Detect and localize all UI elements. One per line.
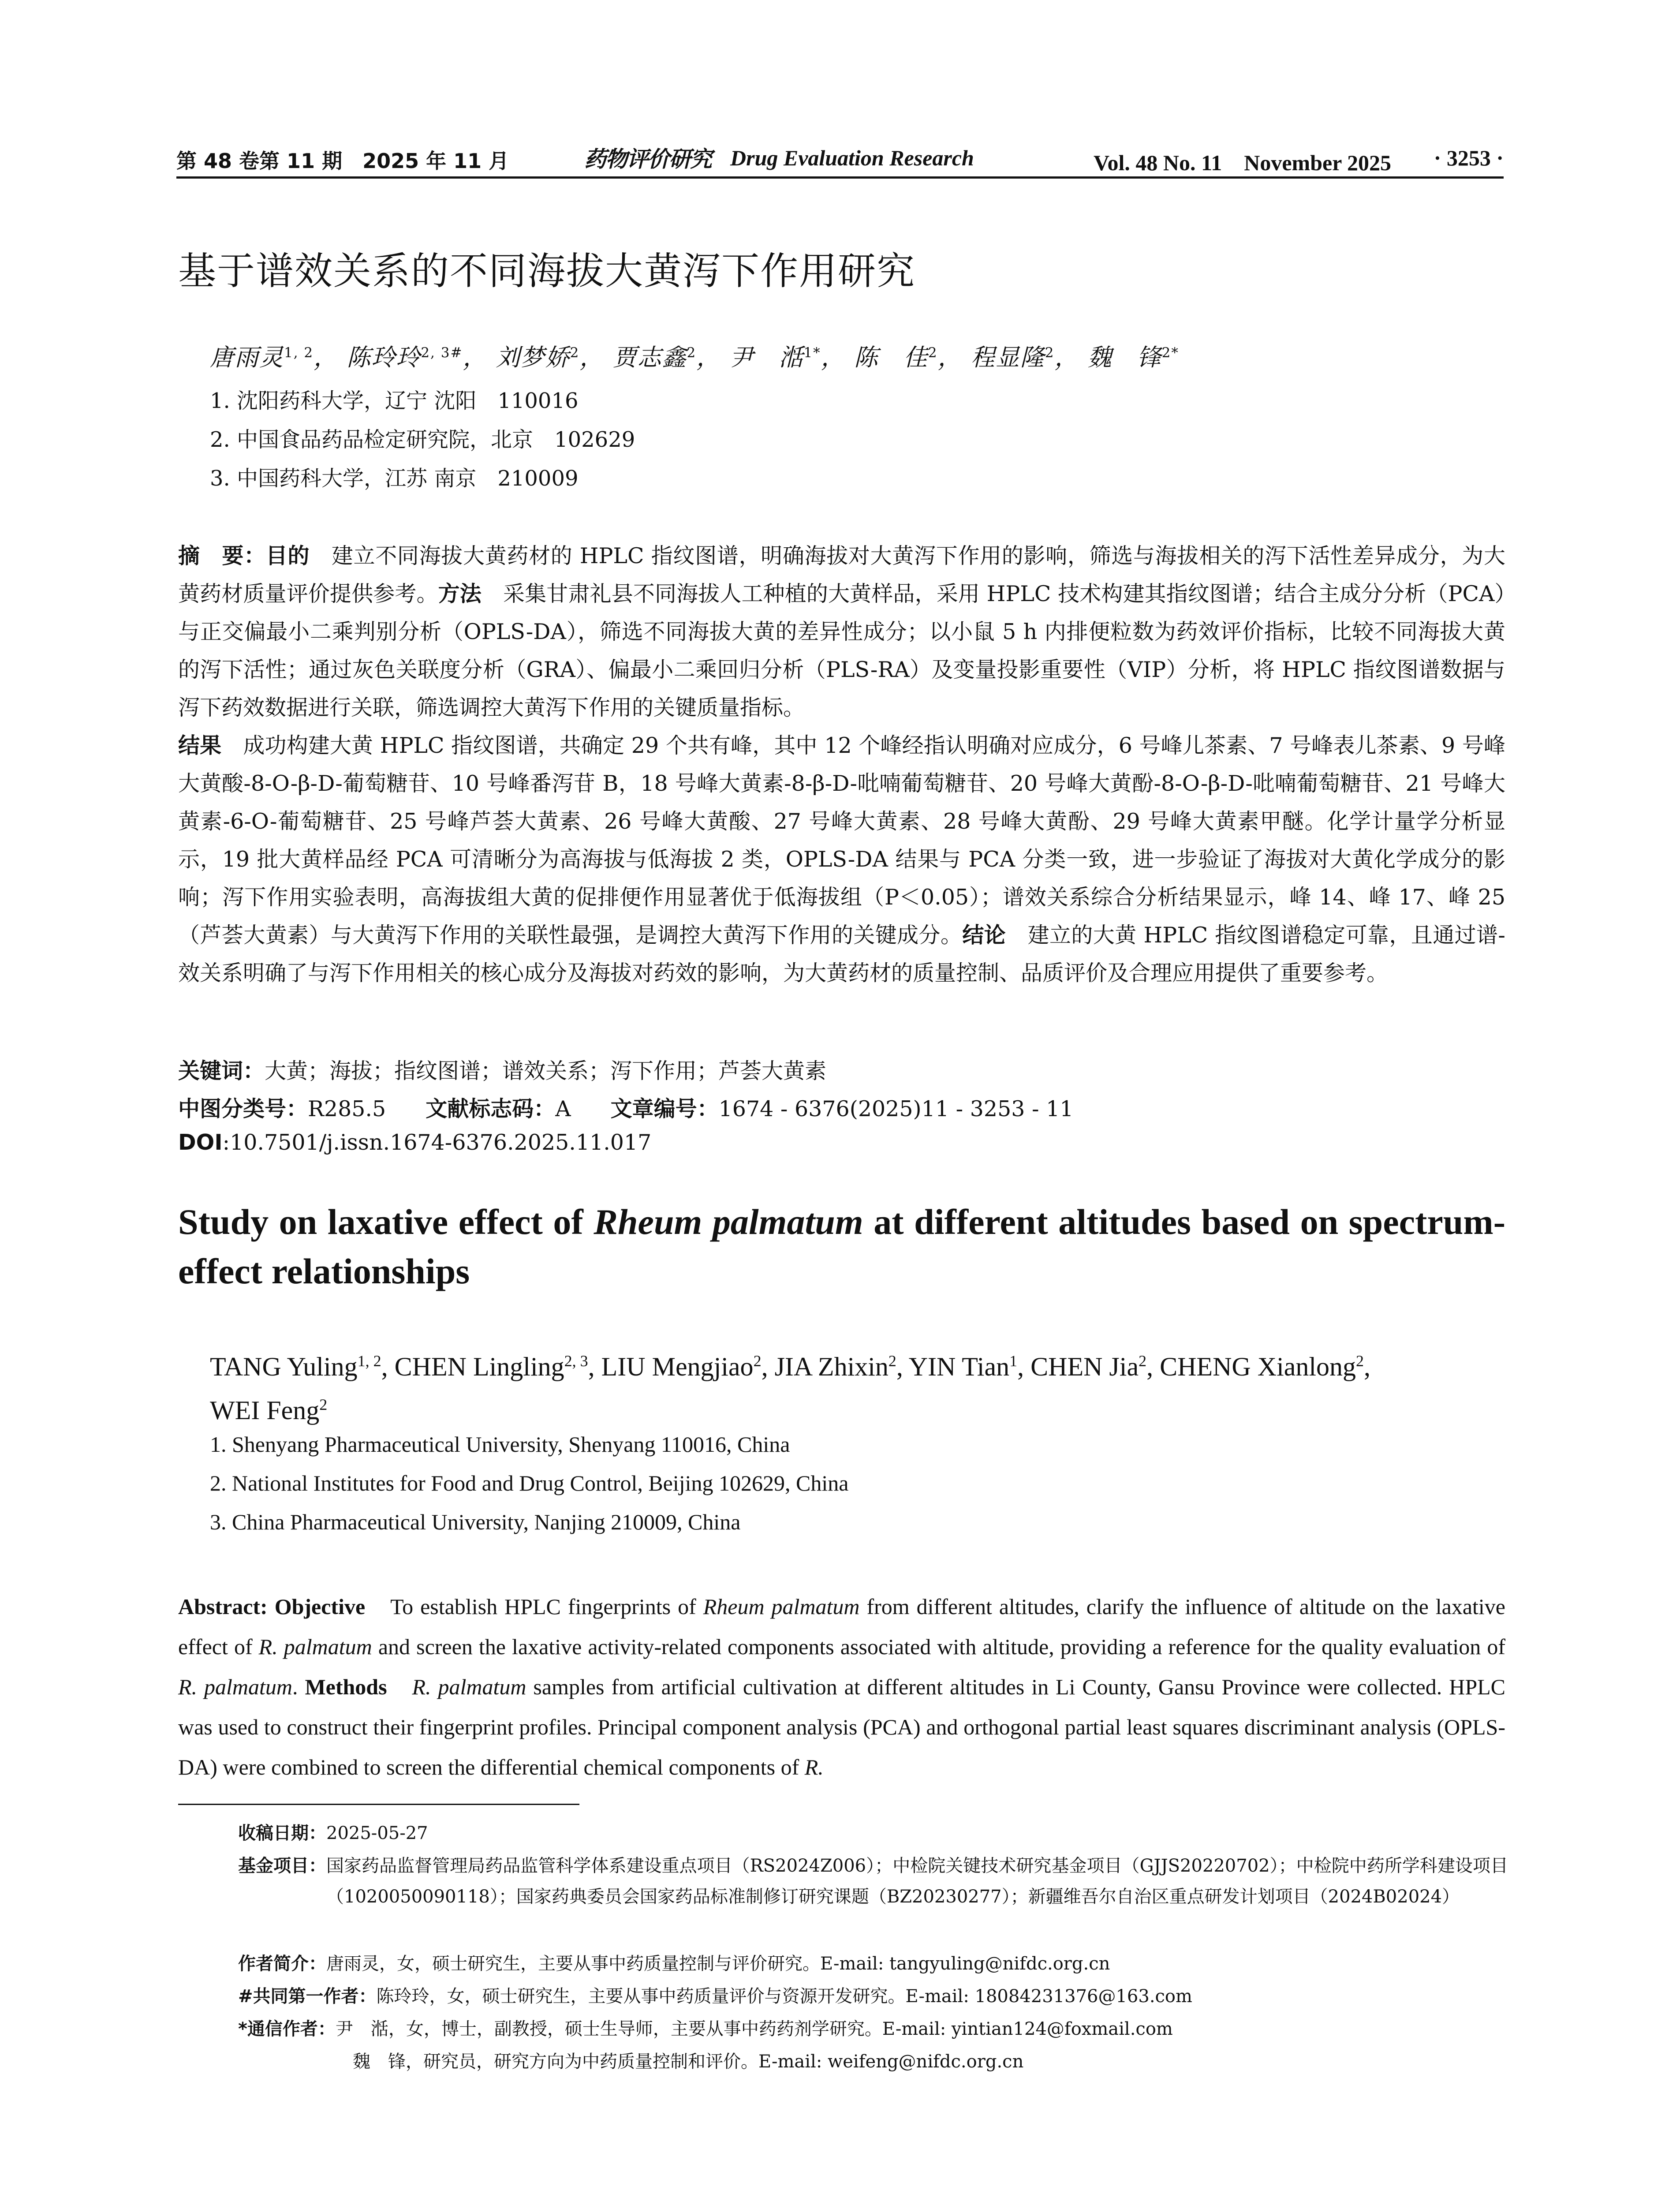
doi-line	[178, 1130, 651, 1155]
en-abstract: Abstract: Objective To establish HPLC fingerprints of Rheum palmatum from different altitudes, clarify the influence of altitude on the laxative effect of R. palmatum and screen the laxative activity-related components associated with altitude, providing a reference for the quality evaluation of R. palmatum. Methods R. palmatum samples from artificial cultivation at different altitudes in Li County, Gansu Province were collected. HPLC was used to construct their fingerprint profiles. Principal component analysis (PCA) and orthogonal partial least squares discriminant analysis (OPLS-DA) were combined to screen the differential chemical components of R.	[178, 1594, 1506, 1779]
methods-label: Methods	[305, 1674, 387, 1699]
journal-logo: 药物评价研究	[584, 146, 711, 172]
journal-name: Drug Evaluation Research	[730, 146, 974, 170]
author: 陈玲玲$^{2, 3\#}$，	[347, 344, 488, 371]
results-text: 成功构建大黄 HPLC 指纹图谱，共确定 29 个共有峰，其中 12 个峰经指认明确对应成分，6 号峰儿茶素、7 号峰表儿茶素、9 号峰大黄酸-8-O-β-D-葡萄糖苷、10 号峰番泻苷 B，18 号峰大黄素-8-β-D-吡喃葡萄糖苷、20 号峰大黄酚-8-O-β-D-吡喃葡萄糖苷、21 号峰大黄素-6-O-葡萄糖苷、25 号峰芦荟大黄素、26 号峰大黄酸、27 号峰大黄素、28 号峰大黄酚、29 号峰大黄素甲醚。化学计量学分析显示，19 批大黄样品经 PCA 可清晰分为高海拔与低海拔 2 类，OPLS-DA 结果与 PCA 分类一致，进一步验证了海拔对大黄化学成分的影响；泻下作用实验表明，高海拔组大黄的促排便作用显著优于低海拔组（P＜0.05）；谱效关系综合分析结果显示，峰 14、峰 17、峰 25（芦荟大黄素）与大黄泻下作用的关联性最强，是调控大黄泻下作用的关键成分。	[178, 733, 1505, 948]
author: CHENG Xianlong$^2$,	[1160, 1352, 1371, 1381]
methods-label: 方法	[438, 581, 482, 606]
cn-affiliation: 1. 沈阳药科大学，辽宁 沈阳 110016	[210, 389, 579, 413]
cn-author-list	[210, 339, 1179, 373]
en-author-list	[210, 1342, 1506, 1429]
page-number: · 3253 ·	[1434, 146, 1504, 170]
objective-label: Objective	[274, 1594, 366, 1619]
footnote-corresponding-2: 魏 锋，研究员，研究方向为中药质量控制和评价。E-mail: weifeng@nifdc.org.cn	[353, 2052, 1024, 2072]
articleno-value: 1674 - 6376(2025)11 - 3253 - 11	[718, 1096, 1074, 1121]
author: CHEN Lingling$^{2, 3}$,	[394, 1352, 601, 1381]
abstract-label: Abstract:	[178, 1594, 275, 1619]
header-rule	[176, 176, 1504, 179]
footnote-rule	[178, 1804, 579, 1805]
author: 唐雨灵$^{1, 2}$，	[210, 344, 339, 371]
author: JIA Zhixin$^2$,	[774, 1352, 909, 1381]
footnote-fund: 基金项目： 国家药品监督管理局药品监管科学体系建设重点项目（RS2024Z006）；中检院关键技术研究基金项目（GJJS20220702）；中检院中药所学科建设项目（1020050090118）；国家药典委员会国家药品标准制修订研究课题（BZ20230277）；新疆维吾尔自治区重点研发计划项目（2024B02024）	[238, 1856, 1508, 1907]
clc-value: R285.5	[308, 1096, 386, 1121]
results-label: 结果	[178, 733, 222, 758]
doi-label: DOI	[178, 1130, 223, 1155]
english-title: Study on laxative effect of Rheum palmatum at different altitudes based on spectrum-effect relationships	[178, 1202, 1506, 1291]
objective-text: 建立不同海拔大黄药材的 HPLC 指纹图谱，明确海拔对大黄泻下作用的影响，筛选与海拔相关的泻下活性差异成分，为大黄药材质量评价提供参考。	[178, 543, 1505, 606]
issue-info: 第 48 卷第 11 期 2025 年 11 月	[176, 149, 509, 173]
author: 程显隆$^2$，	[971, 344, 1079, 371]
author: 魏 锋$^{2*}$	[1087, 344, 1179, 371]
classification-line	[178, 1092, 1073, 1123]
author: WEI Feng$^2$	[210, 1396, 328, 1425]
keywords-label: 关键词：	[178, 1058, 265, 1084]
author: TANG Yuling$^{1, 2}$,	[210, 1352, 395, 1381]
conclusion-label: 结论	[962, 923, 1006, 948]
en-affiliation: 3. China Pharmaceutical University, Nanjing 210009, China	[210, 1510, 741, 1534]
footnote-author: 作者简介： 唐雨灵，女，硕士研究生，主要从事中药质量控制与评价研究。E-mail: tangyuling@nifdc.org.cn	[238, 1954, 1110, 1974]
footnote-corresponding: *通信作者： 尹 湉，女，博士，副教授，硕士生导师，主要从事中药药剂学研究。E-mail: yintian124@foxmail.com	[238, 2019, 1173, 2039]
footnote-cofirst: #共同第一作者： 陈玲玲，女，硕士研究生，主要从事中药质量评价与资源开发研究。E-mail: 18084231376@163.com	[238, 1986, 1192, 2007]
doccode-value: A	[555, 1096, 571, 1121]
cn-affiliation: 2. 中国食品药品检定研究院，北京 102629	[210, 427, 635, 452]
keywords-line	[178, 1054, 826, 1085]
author: 刘梦娇$^2$，	[496, 344, 605, 371]
author: YIN Tian$^1$,	[908, 1352, 1031, 1381]
author: 陈 佳$^2$，	[854, 344, 963, 371]
abstract-label: 摘 要：	[178, 543, 266, 568]
objective-label: 目的	[265, 543, 310, 568]
author: LIU Mengjiao$^2$,	[601, 1352, 775, 1381]
footnote-received: 收稿日期： 2025-05-27	[238, 1823, 428, 1843]
author: 尹 湉$^{1*}$，	[729, 344, 846, 371]
cn-affiliation: 3. 中国药科大学，江苏 南京 210009	[210, 466, 579, 491]
volume-info: Vol. 48 No. 11 November 2025	[1094, 150, 1391, 175]
articleno-label: 文章编号：	[610, 1096, 719, 1121]
author: 贾志鑫$^2$，	[612, 344, 721, 371]
conclusion-text: 建立的大黄 HPLC 指纹图谱稳定可靠，且通过谱-效关系明确了与泻下作用相关的核心成分及海拔对药效的影响，为大黄药材的质量控制、品质评价及合理应用提供了重要参考。	[178, 923, 1505, 986]
doi-value: :10.7501/j.issn.1674-6376.2025.11.017	[222, 1130, 652, 1155]
page-title: 基于谱效关系的不同海拔大黄泻下作用研究	[178, 249, 915, 293]
methods-text: 采集甘肃礼县不同海拔人工种植的大黄样品，采用 HPLC 技术构建其指纹图谱；结合主成分分析（PCA）与正交偏最小二乘判别分析（OPLS-DA），筛选不同海拔大黄的差异性成分；以小鼠 5 h 内排便粒数为药效评价指标，比较不同海拔大黄的泻下活性；通过灰色关联度分析（GRA）、偏最小二乘回归分析（PLS-RA）及变量投影重要性（VIP）分析，将 HPLC 指纹图谱数据与泻下药效数据进行关联，筛选调控大黄泻下作用的关键质量指标。	[178, 581, 1505, 720]
en-affiliation: 1. Shenyang Pharmaceutical University, Shenyang 110016, China	[210, 1432, 790, 1457]
keywords: 大黄；海拔；指纹图谱；谱效关系；泻下作用；芦荟大黄素	[265, 1058, 827, 1084]
en-affiliation: 2. National Institutes for Food and Drug Control, Beijing 102629, China	[210, 1471, 849, 1495]
running-header	[176, 139, 1504, 179]
cn-abstract	[178, 537, 1505, 992]
clc-label: 中图分类号：	[178, 1096, 308, 1121]
author: CHEN Jia$^2$,	[1030, 1352, 1160, 1381]
doccode-label: 文献标志码：	[426, 1096, 556, 1121]
